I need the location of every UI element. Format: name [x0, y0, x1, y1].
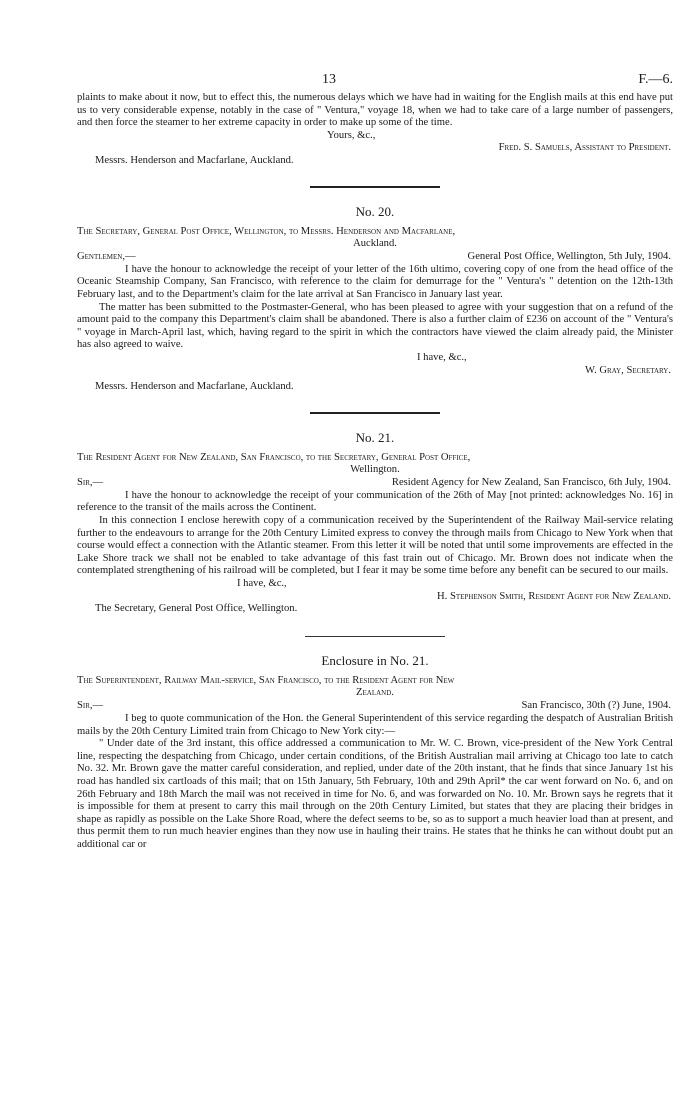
letter-signature: H. Stephenson Smith, Resident Agent for New Zealand. — [437, 590, 671, 602]
salutation-row — [77, 251, 673, 264]
letter-paragraph: In this connection I enclose herewith copy of a communication received by the Superintendent of the Railway Mail-service relating further to the endeavours to arrange for the 20th Century Limited express to convey the through mails from Chicago to New York when that course would effect a connection with the Atlantic steamer. From this letter it will be noted that until some improvements are effected in the Lake Shore track we shall not be enabled to take advantage of this fast train out of Chicago. Mr. Brown does not indicate when the contemplated strengthening of his railroad will be completed, but I fear it may be some time before any benefit can be secured to our mails. — [77, 515, 673, 577]
letter-paragraph: plaints to make about it now, but to effect this, the numerous delays which we have had in waiting for the English mails at this end have put us to very considerable expense, notably in the case of " Ventura," voyage 18, when we had to take care of a large number of passengers, and then force the steamer to her extreme capacity in order to make up some of the time. — [77, 92, 673, 129]
place-date: General Post Office, Wellington, 5th July, 1904. — [467, 250, 671, 262]
document-page — [77, 62, 673, 852]
section-divider — [305, 636, 445, 637]
page-number: 13 — [322, 72, 336, 87]
section-divider — [310, 412, 440, 414]
letter-paragraph: The matter has been submitted to the Postmaster-General, who has been pleased to agree with your suggestion that on a refund of the amount paid to the company this Department's claim shall be abandoned. There is also a further claim of £236 on account of the " Ventura's " voyage in March-April last, which, having regard to the spirit in which the contractors have viewed the claim already paid, the Minister has also agreed to waive. — [77, 301, 673, 351]
document-reference: F.—6. — [638, 72, 673, 87]
letter-heading: No. 20. — [355, 203, 395, 219]
letter-title-continued: Auckland. — [353, 238, 397, 250]
enclosure-paragraph: " Under date of the 3rd instant, this office addressed a communication to Mr. W. C. Brown, vice-president of the New York Central line, respecting the despatching from Chicago, under certain conditions, of the British Australian mail arriving at Chicago too late to catch No. 32. Mr. Brown gave the matter careful consideration, and replied, under date of the 20th instant, that he finds that since January 1st his road has handled six cartloads of this mail; that on 15th January, 5th February, 10th and 29th April* the car went forward on No. 6, and on 26th February and 18th March the mail was not received in time for No. 6, and was forwarded on No. 10. Mr. Brown says he regrets that it is impossible for them at present to carry this mail through on the 20th Century Limited, but states that they are placing their bridges in shape as rapidly as possible on the Lake Shore Road, where the defect seems to be, so as to support a much heavier load than at present, and thus permit them to run much heavier engines than they now use in hauling their trains. He states that he thinks he can without doubt put an additional car or — [77, 738, 673, 850]
letter-title-continued: Wellington. — [350, 464, 400, 476]
letter-closing: Yours, &c., — [327, 129, 376, 141]
letter-heading: No. 21. — [355, 429, 395, 445]
salutation: Gentlemen,— — [77, 250, 136, 262]
page-header — [77, 62, 673, 92]
place-date: Resident Agency for New Zealand, San Francisco, 6th July, 1904. — [391, 476, 671, 488]
enclosure-title-continued: Zealand. — [356, 687, 394, 699]
letter-no-21 — [77, 430, 673, 616]
letter-addressee: Messrs. Henderson and Macfarlane, Auckland. — [95, 154, 294, 166]
salutation-row — [77, 477, 673, 490]
letter-signature: W. Gray, Secretary. — [585, 364, 671, 376]
enclosure-title: The Superintendent, Railway Mail-service, San Francisco, to the Resident Agent for New — [77, 674, 455, 686]
place-date: San Francisco, 30th (?) June, 1904. — [521, 700, 671, 711]
letter-paragraph: I have the honour to acknowledge the receipt of your letter of the 16th ultimo, covering copy of one from the head office of the Oceanic Steamship Company, San Francisco, with reference to the claim for demurrage for the " Ventura's " detention on the 12th-13th February last, and to the Department's claim for the late arrival at San Francisco in January last year. — [77, 263, 673, 300]
letter-signature: Fred. S. Samuels, Assistant to President. — [498, 142, 671, 154]
letter-closing: I have, &c., — [417, 351, 467, 363]
letter-addressee: The Secretary, General Post Office, Wellington. — [95, 603, 298, 615]
letter-addressee: Messrs. Henderson and Macfarlane, Auckland. — [95, 381, 294, 393]
letter-no-20 — [77, 204, 673, 394]
letter-title: The Resident Agent for New Zealand, San Francisco, to the Secretary, General Post Office, — [77, 451, 471, 463]
enclosure-heading: Enclosure in No. 21. — [321, 652, 429, 668]
salutation: Sir,— — [77, 700, 104, 711]
enclosure-paragraph: I beg to quote communication of the Hon. the General Superintendent of this service regarding the despatch of Australian British mails by the 20th Century Limited train from Chicago to New York city:— — [77, 713, 673, 737]
letter-paragraph: I have the honour to acknowledge the receipt of your communication of the 26th of May [not printed: acknowledges No. 16] in reference to the transit of the mails across the Continent. — [77, 489, 673, 514]
section-divider — [310, 186, 440, 188]
salutation-row — [77, 700, 673, 713]
letter-continuation — [77, 92, 673, 168]
letter-title: The Secretary, General Post Office, Wellington, to Messrs. Henderson and Macfarlane, — [77, 225, 456, 237]
letter-closing: I have, &c., — [237, 578, 287, 590]
enclosure-no-21 — [77, 653, 673, 852]
salutation: Sir,— — [77, 476, 104, 488]
